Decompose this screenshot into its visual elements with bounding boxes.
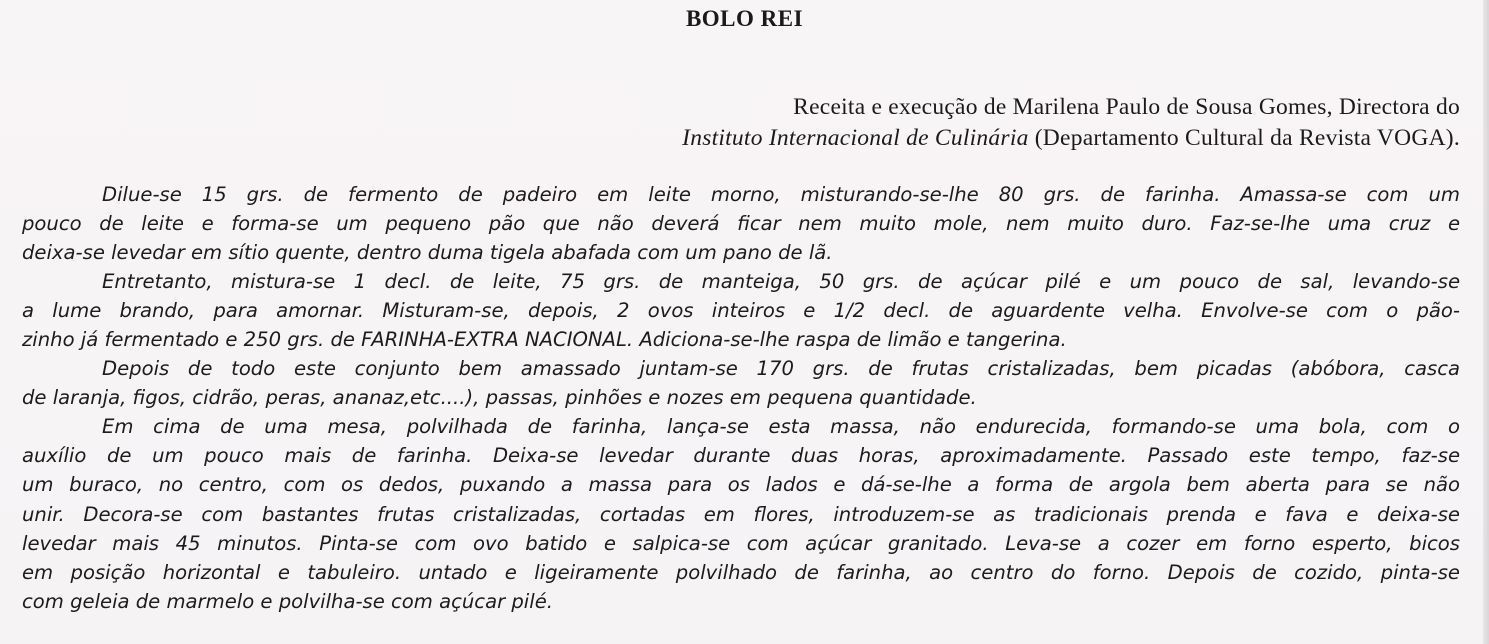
credit-line-1: Receita e execução de Marilena Paulo de Sousa Gomes, Directora do: [793, 94, 1460, 120]
body-line: auxílio de um pouco mais de farinha. Deixa-se levedar durante duas horas, aproximadamente. Passado este tempo, faz-se: [22, 444, 1460, 468]
body-line: a lume brando, para amornar. Misturam-se, depois, 2 ovos inteiros e 1/2 decl. de aguardente velha. Envolve-se com o pão-: [22, 299, 1460, 323]
recipe-title: BOLO REI: [685, 6, 804, 31]
body-line: pouco de leite e forma-se um pequeno pão que não deverá ficar nem muito mole, nem muito duro. Faz-se-lhe uma cruz e: [22, 212, 1460, 236]
page-edge-shadow: [1483, 0, 1489, 644]
institute-name: Instituto Internacional de Culinária: [682, 125, 1029, 151]
body-line: zinho já fermentado e 250 grs. de FARINHA-EXTRA NACIONAL. Adiciona-se-lhe raspa de limão e tangerina.: [22, 328, 1067, 352]
body-line: com geleia de marmelo e polvilha-se com açúcar pilé.: [22, 589, 553, 613]
body-line: levedar mais 45 minutos. Pinta-se com ovo batido e salpica-se com açúcar granitado. Leva-se a cozer em forno esperto, bicos: [22, 531, 1460, 555]
recipe-body: [22, 180, 1460, 616]
credit-line-2-rest: (Departamento Cultural da Revista VOGA).: [1028, 125, 1460, 151]
recipe-credit: [682, 92, 1460, 154]
body-line: de laranja, figos, cidrão, peras, ananaz,etc....), passas, pinhões e nozes em pequena quantidade.: [22, 386, 977, 410]
body-line: Depois de todo este conjunto bem amassado juntam-se 170 grs. de frutas cristalizadas, bem picadas (abóbora, casca: [102, 357, 1460, 381]
body-line: Dilue-se 15 grs. de fermento de padeiro em leite morno, misturando-se-lhe 80 grs. de farinha. Amassa-se com um: [102, 183, 1460, 206]
body-line: Em cima de uma mesa, polvilhada de farinha, lança-se esta massa, não endurecida, formando-se uma bola, com o: [102, 415, 1460, 439]
body-line: unir. Decora-se com bastantes frutas cristalizadas, cortadas em flores, introduzem-se as tradicionais prenda e fava e deixa-se: [22, 502, 1460, 526]
body-line: deixa-se levedar em sítio quente, dentro duma tigela abafada com um pano de lã.: [22, 241, 833, 265]
credit-line-2: [682, 123, 1460, 154]
body-line: um buraco, no centro, com os dedos, puxando a massa para os lados e dá-se-lhe a forma de argola bem aberta para se não: [22, 473, 1460, 497]
body-line: em posição horizontal e tabuleiro. untado e ligeiramente polvilhado de farinha, ao centro do forno. Depois de cozido, pinta-se: [22, 560, 1460, 584]
body-line: Entretanto, mistura-se 1 decl. de leite, 75 grs. de manteiga, 50 grs. de açúcar pilé e um pouco de sal, levando-se: [102, 270, 1460, 294]
